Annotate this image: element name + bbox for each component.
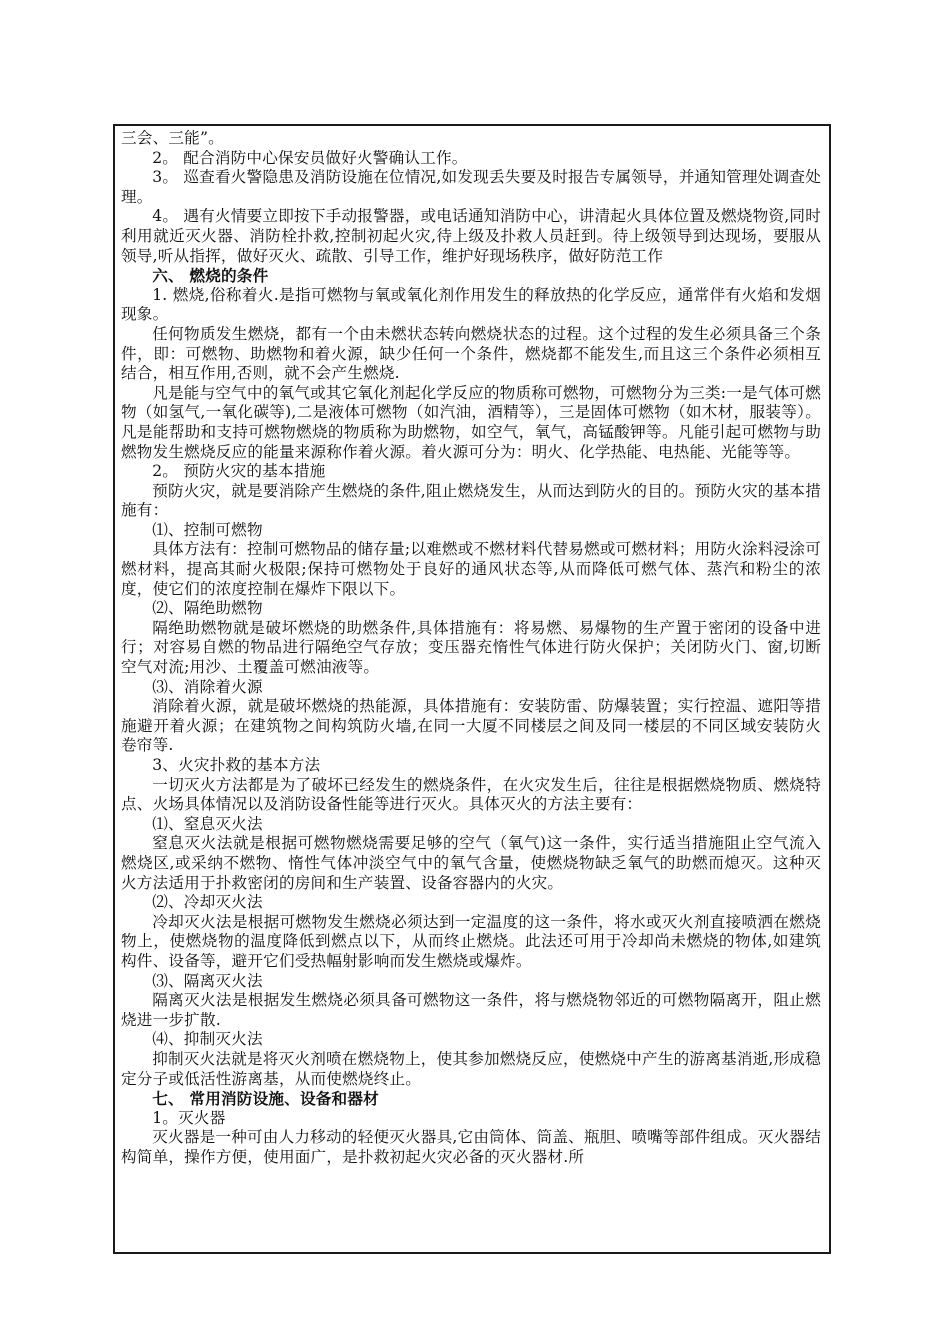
paragraph: 凡是能与空气中的氧气或其它氧化剂起化学反应的物质称可燃物，可燃物分为三类:一是气体可燃物（如氢气,一氧化碳等),二是液体可燃物（如汽油，酒精等），三是固体可燃物（如木材，服装等）。凡是能帮助和支持可燃物燃烧的物质称为助燃物，如空气，氧气，高锰酸钾等。凡能引起可燃物与助燃物发生燃烧反应的能量来源称作着火源。着火源可分为：明火、化学热能、电热能、光能等等。: [121, 383, 821, 461]
document-body: [115, 126, 829, 1167]
paragraph: 灭火器是一种可由人力移动的轻便灭火器具,它由筒体、筒盖、瓶胆、喷嘴等部件组成。灭火器结构简单，操作方便，使用面广，是扑救初起火灾必备的灭火器材.所: [121, 1128, 821, 1166]
paragraph: ⑶、隔离灭火法: [152, 971, 263, 990]
paragraph: ⑶、消除着火源: [152, 677, 263, 696]
paragraph: 消除着火源，就是破坏燃烧的热能源，具体措施有：安装防雷、防爆装置；实行控温、遮阳等措施避开着火源；在建筑物之间构筑防火墙,在同一大厦不同楼层之间及同一楼层的不同区域安装防火卷帘等.: [121, 697, 821, 755]
paragraph: ⑵、冷却灭火法: [152, 893, 263, 912]
paragraph: 一切灭火方法都是为了破坏已经发生的燃烧条件，在火灾发生后，往往是根据燃烧物质、燃烧特点、火场具体情况以及消防设备性能等进行灭火。具体灭火的方法主要有：: [121, 775, 821, 814]
section-heading: 六、 燃烧的条件: [152, 266, 269, 286]
paragraph: 具体方法有：控制可燃物品的储存量;以难燃或不燃材料代替易燃或可燃材料；用防火涂料浸涂可燃材料，提高其耐火极限;保持可燃物处于良好的通风状态等,从而降低可燃气体、蒸汽和粉尘的浓度，使它们的浓度控制在爆炸下限以下。: [121, 540, 821, 598]
paragraph: 2。 预防火灾的基本措施: [152, 462, 326, 481]
paragraph: 冷却灭火法是根据可燃物发生燃烧必须达到一定温度的这一条件，将水或灭火剂直接喷洒在燃烧物上，使燃烧物的温度降低到燃点以下，从而终止燃烧。此法还可用于冷却尚未燃烧的物体,如建筑构件、设备等，避开它们受热幅射影响而发生燃烧或爆炸。: [121, 912, 821, 970]
paragraph: 3、火灾扑救的基本方法: [152, 756, 321, 774]
paragraph: 三会、三能”。: [121, 129, 224, 147]
paragraph: 任何物质发生燃烧，都有一个由未燃状态转向燃烧状态的过程。这个过程的发生必须具备三个条件，即：可燃物、助燃物和着火源，缺少任何一个条件，燃烧都不能发生,而且这三个条件必须相互结合，相互作用,否则，就不会产生燃烧.: [121, 324, 821, 383]
paragraph: 抑制灭火法就是将灭火剂喷在燃烧物上，使其参加燃烧反应，使燃烧中产生的游离基消逝,形成稳定分子或低活性游离基，从而使燃烧终止。: [121, 1049, 821, 1088]
paragraph: 预防火灾，就是要消除产生燃烧的条件,阻止燃烧发生，从而达到防火的目的。预防火灾的基本措施有：: [121, 481, 821, 520]
paragraph: ⑴、控制可燃物: [152, 520, 263, 539]
document-frame: [113, 124, 831, 1254]
paragraph: 4。 遇有火情要立即按下手动报警器，或电话通知消防中心，讲清起火具体位置及燃烧物资,同时利用就近灭火器、消防栓扑救,控制初起火灾,待上级及扑救人员赶到。待上级领导到达现场，要服从领导,听从指挥，做好灭火、疏散、引导工作，维护好现场秩序，做好防范工作: [121, 207, 821, 265]
section-heading: 七、 常用消防设施、设备和器材: [152, 1089, 379, 1109]
paragraph: 窒息灭火法就是根据可燃物燃烧需要足够的空气（氧气)这一条件，实行适当措施阻止空气流入燃烧区,或采纳不燃物、惰性气体冲淡空气中的氧气含量，使燃烧物缺乏氧气的助燃而熄灭。这种灭火方法适用于扑救密闭的房间和生产装置、设备容器内的火灾。: [121, 834, 821, 892]
paragraph: ⑴、窒息灭火法: [152, 814, 263, 833]
paragraph: 2。 配合消防中心保安员做好火警确认工作。: [152, 148, 468, 167]
paragraph: ⑷、抑制灭火法: [152, 1030, 263, 1049]
paragraph: 1。灭火器: [152, 1108, 226, 1127]
paragraph: ⑵、隔绝助燃物: [152, 599, 263, 618]
paragraph: 3。 巡查看火警隐患及消防设施在位情况,如发现丢失要及时报告专属领导，并通知管理处调查处理。: [121, 168, 821, 206]
paragraph: 隔离灭火法是根据发生燃烧必须具备可燃物这一条件，将与燃烧物邻近的可燃物隔离开，阻止燃烧进一步扩散.: [121, 991, 821, 1029]
paragraph: 1. 燃烧,俗称着火.是指可燃物与氧或氧化剂作用发生的释放热的化学反应，通常伴有火焰和发烟现象。: [121, 285, 821, 324]
paragraph: 隔绝助燃物就是破坏燃烧的助燃条件,具体措施有：将易燃、易爆物的生产置于密闭的设备中进行；对容易自燃的物品进行隔绝空气存放；变压器充惰性气体进行防火保护；关闭防火门、窗,切断空气对流;用沙、土覆盖可燃油液等。: [121, 618, 821, 677]
